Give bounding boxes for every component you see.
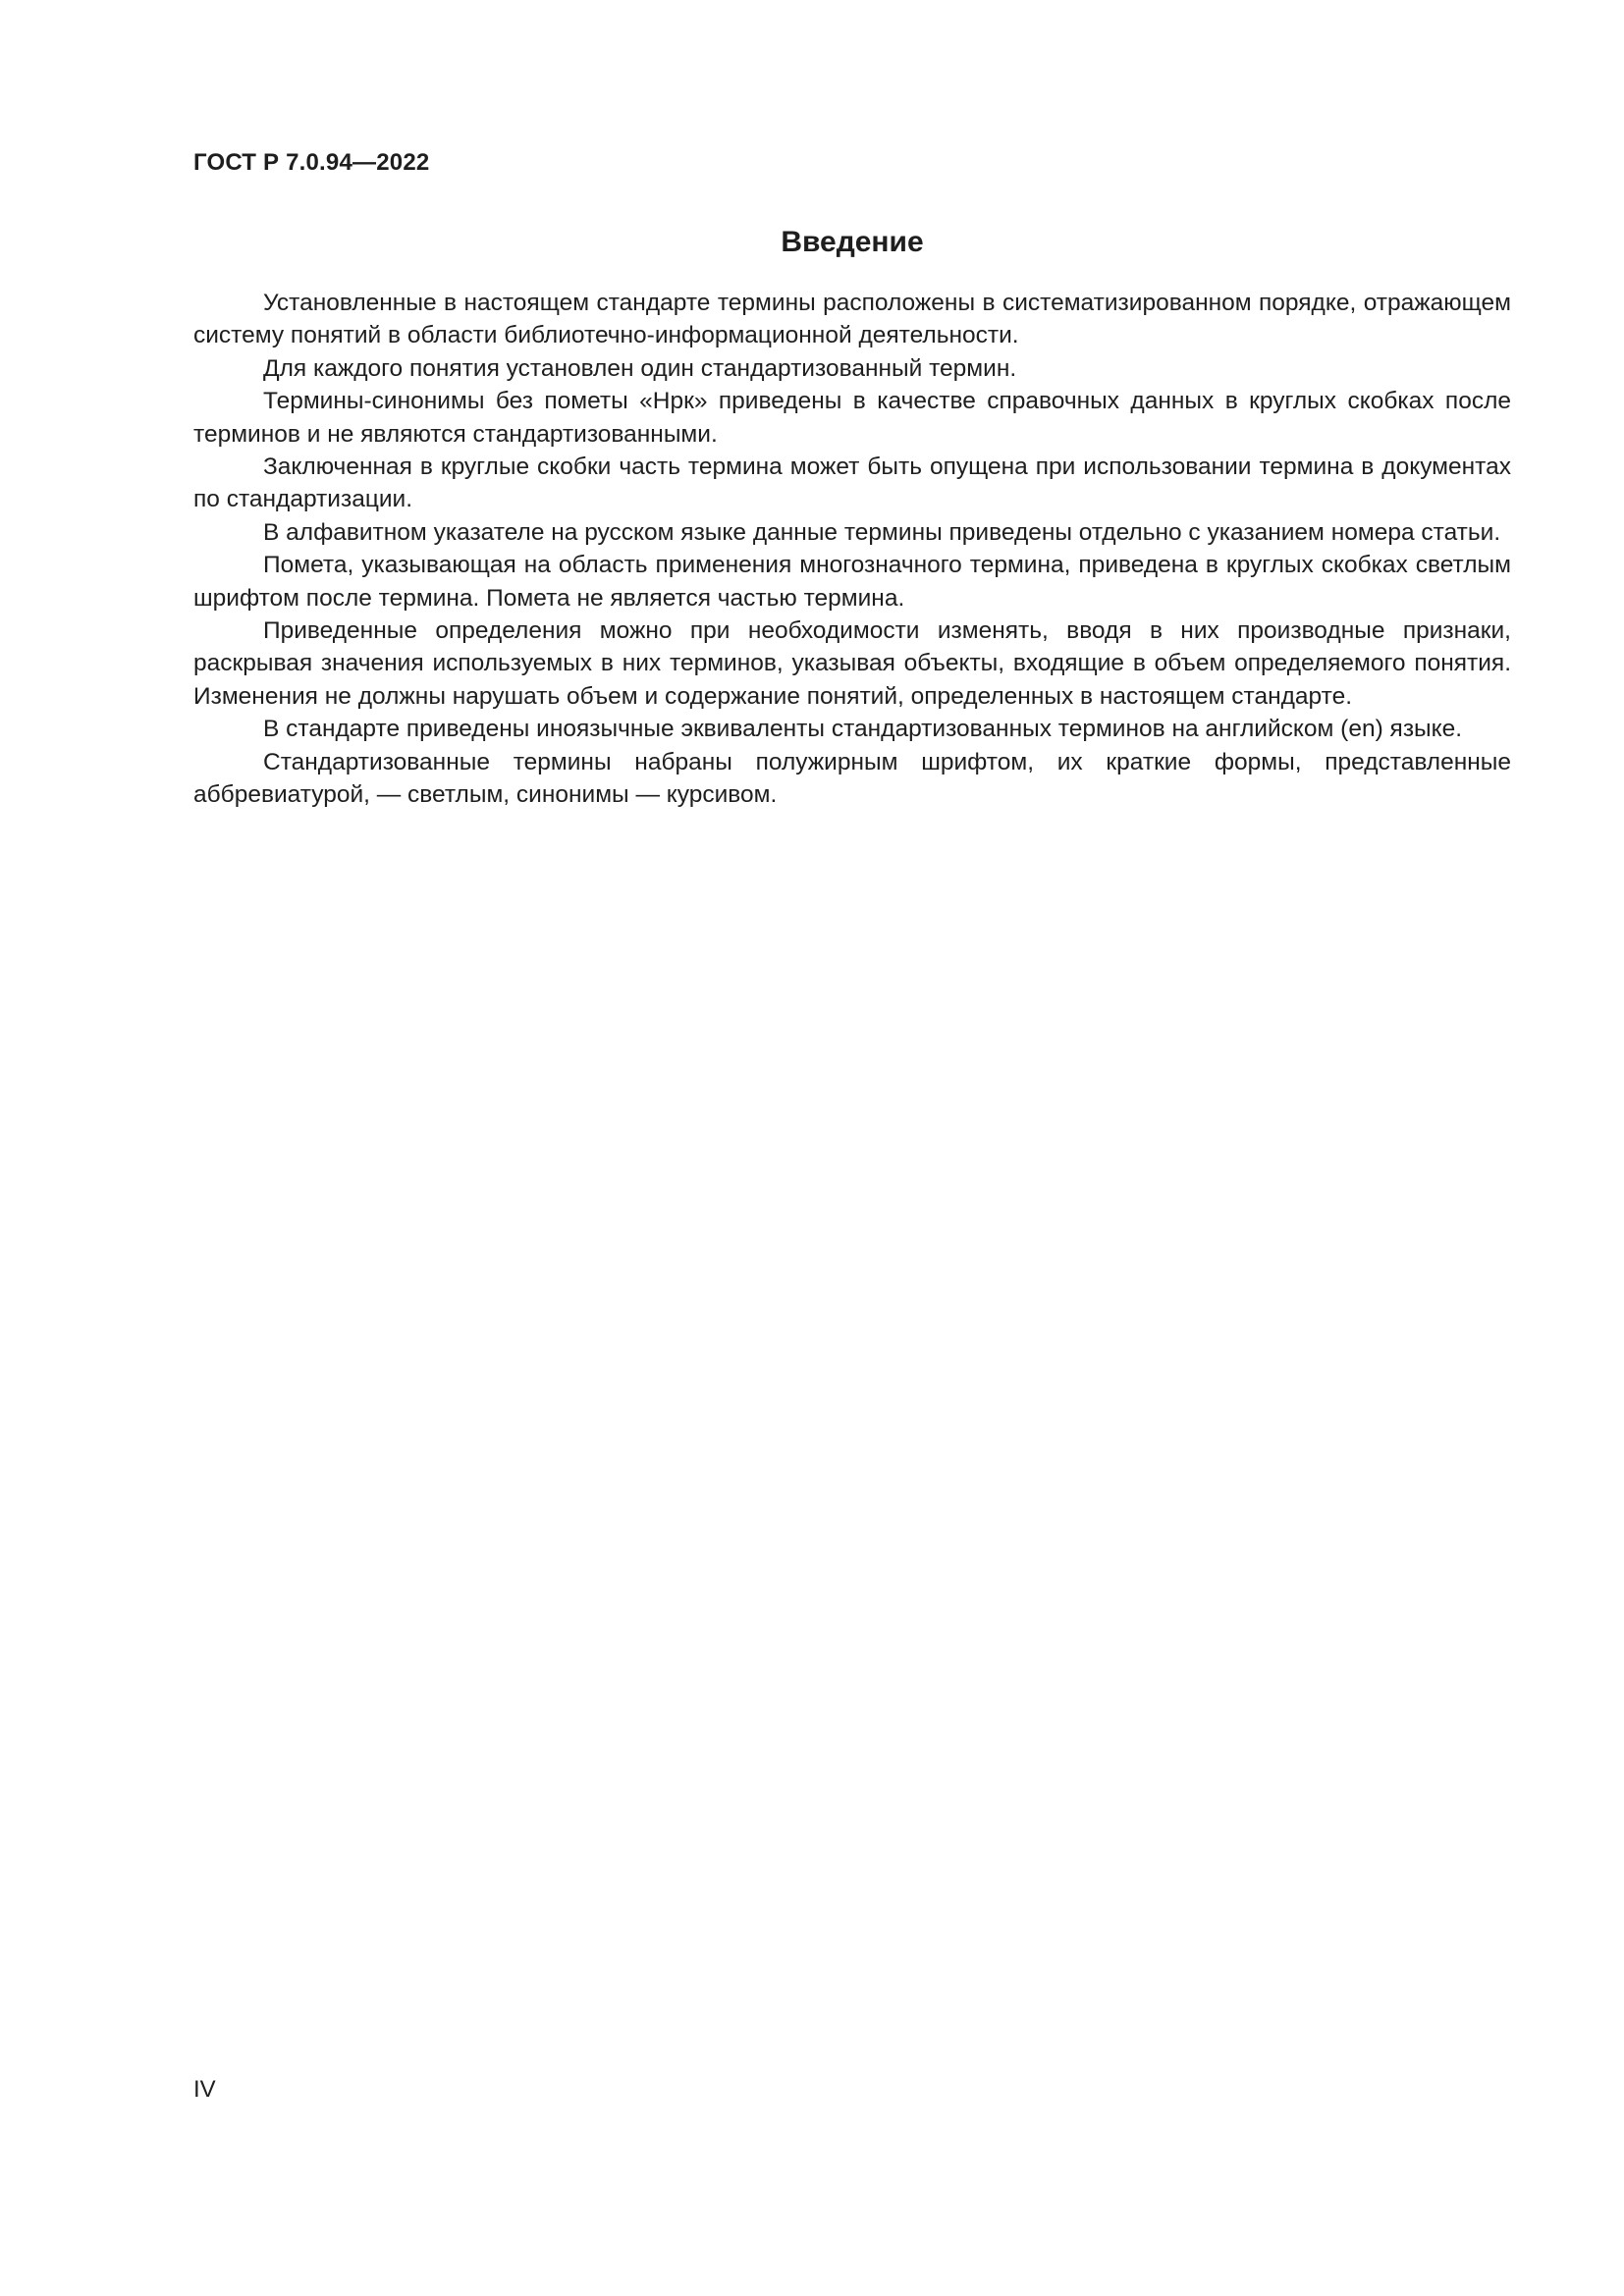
section-title: Введение: [781, 226, 924, 258]
document-code: ГОСТ Р 7.0.94—2022: [193, 149, 430, 176]
paragraph: Помета, указывающая на область применения многозначного термина, приведена в круглых скобках светлым шрифтом после термина. Помета не является частью термина.: [193, 552, 1511, 612]
paragraph: В стандарте приведены иноязычные эквиваленты стандартизованных терминов на английском (en) языке.: [263, 716, 1463, 743]
paragraph: Заключенная в круглые скобки часть термина может быть опущена при использовании термина в документах по стандартизации.: [193, 454, 1511, 513]
paragraph: В алфавитном указателе на русском языке данные термины приведены отдельно с указанием номера статьи.: [263, 518, 1501, 546]
page-number: IV: [193, 2076, 216, 2103]
paragraph: Установленные в настоящем стандарте термины расположены в систематизированном порядке, отражающем систему понятий в области библиотечно-информационной деятельности.: [193, 290, 1511, 349]
paragraph: Термины-синонимы без пометы «Нрк» приведены в качестве справочных данных в круглых скобках после терминов и не являются стандартизованными.: [193, 388, 1511, 448]
introduction-body: [193, 287, 1511, 812]
paragraph: Приведенные определения можно при необходимости изменять, вводя в них производные признаки, раскрывая значения используемых в них терминов, указывая объекты, входящие в объем определяемого понятия. Изменения не должны нарушать объем и содержание понятий, определенных в настоящем стандарте.: [193, 617, 1511, 710]
paragraph: Для каждого понятия установлен один стандартизованный термин.: [263, 354, 1017, 382]
paragraph: Стандартизованные термины набраны полужирным шрифтом, их краткие формы, представленные аббревиатурой, — светлым, синонимы — курсивом.: [193, 748, 1511, 809]
